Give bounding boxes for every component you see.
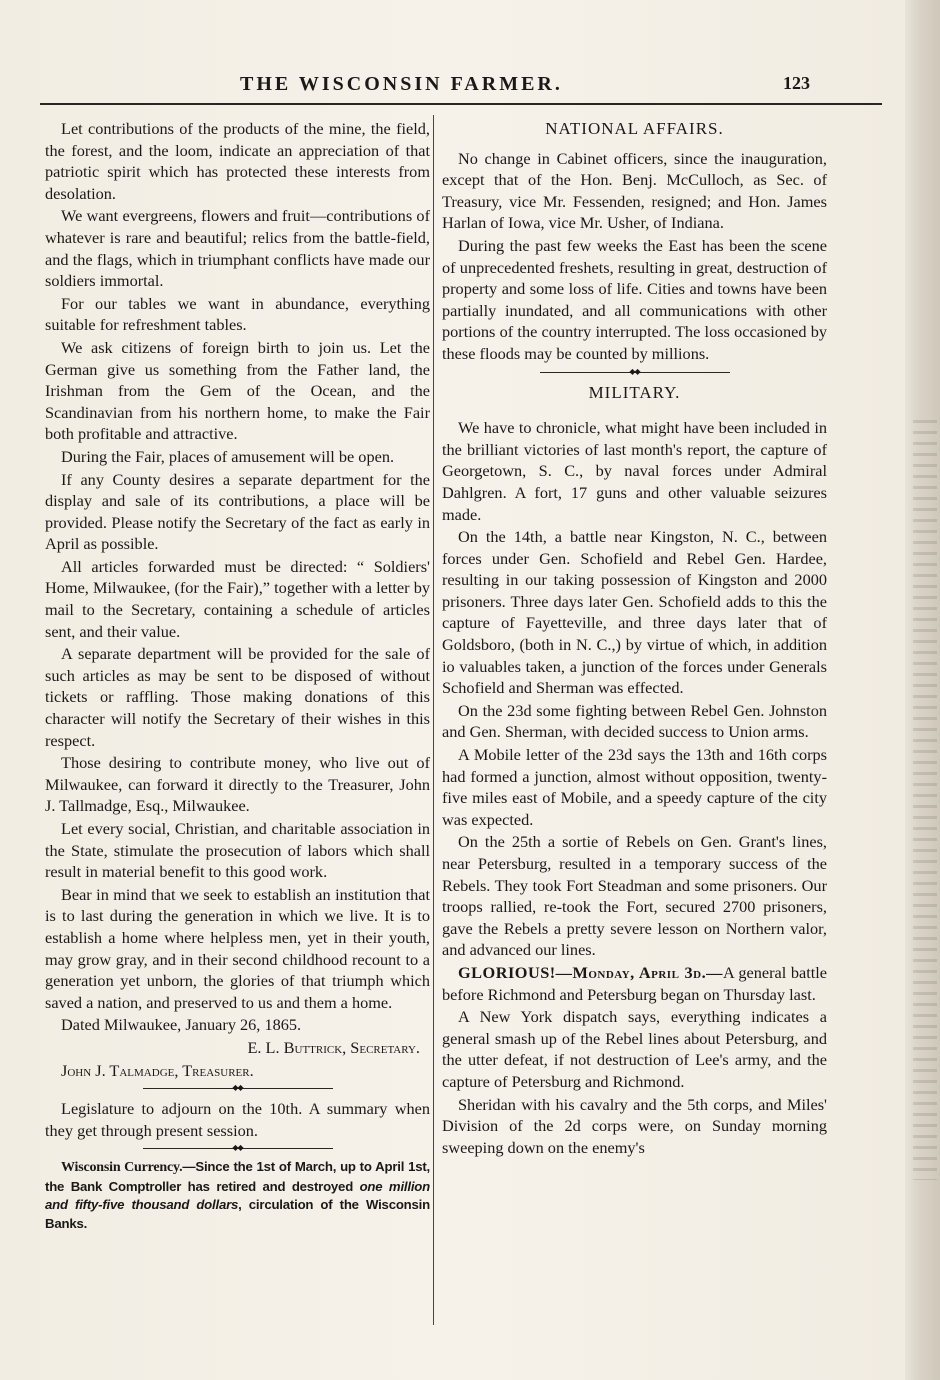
right-column [442, 118, 827, 1159]
paragraph: We ask citizens of foreign birth to join us. Let the German give us something from the Father land, the Irishman from the Gem of the Ocean, and the Scandinavian from his northern home, to make the Fair both profitable and attractive. [45, 337, 430, 444]
paragraph: We want evergreens, flowers and fruit—contributions of whatever is rare and beautiful; relics from the battle-field, and the flags, which in triumphant conflicts have made our soldiers immortal. [45, 206, 430, 291]
dated-line: Dated Milwaukee, January 26, 1865. [61, 1015, 302, 1035]
running-head: THE WISCONSIN FARMER. [240, 73, 563, 95]
paragraph: Let every social, Christian, and charitable association in the State, stimulate the prosecution of labors which shall result in material benefit to this good work. [45, 819, 430, 882]
currency-lead: Wisconsin Currency. [61, 1160, 183, 1176]
paragraph: Bear in mind that we seek to establish an institution that is to last during the generation in which we live. It is to establish a home where helpless men, yet in their youth, may grow gray, and in their second childhood recount to a generation yet unborn, the glories of that triumph which saved a nation, and preserved to us and them a home. [45, 884, 430, 1012]
paragraph: On the 23d some fighting between Rebel Gen. Johnston and Gen. Sherman, with decided success to Union arms. [442, 700, 827, 742]
currency-emphasis: one million and fifty-five thousand dollars [45, 1178, 431, 1213]
left-column [45, 118, 430, 1234]
currency-text: —Since the 1st of March, up to April 1st, the Bank Comptroller has retired and destroyed [45, 1159, 431, 1194]
section-divider: ◆◆ [143, 1088, 333, 1089]
glorious-text: A general battle before Richmond and Petersburg began on Thursday last. [442, 962, 827, 1004]
paragraph: On the 25th a sortie of Rebels on Gen. Grant's lines, near Petersburg, resulted in a temporary success of the Rebels. They took Fort Steadman and some prisoners. Our troops rallied, re-took the Fort, secured 2700 prisoners, gave the Rebels a pretty severe lesson on Northern valor, and advanced our lines. [442, 832, 827, 960]
paragraph: Let contributions of the products of the mine, the field, the forest, and the loom, indicate an appreciation of that patriotic spirit which has protected these interests from desolation. [45, 119, 430, 203]
header-rule [40, 103, 882, 105]
military-heading: MILITARY. [588, 382, 681, 402]
glorious-lead: GLORIOUS!—Monday, April 3d.— [458, 962, 723, 982]
secretary-signature: E. L. Buttrick, Secretary. [247, 1037, 420, 1057]
treasurer-signature: John J. Talmadge, Treasurer. [61, 1060, 254, 1080]
paragraph: During the Fair, places of amusement will be open. [61, 446, 395, 466]
edge-marks [913, 420, 937, 1180]
adjacent-page-edge [905, 0, 940, 1380]
bleed-through-text [480, 0, 880, 30]
paragraph: Those desiring to contribute money, who live out of Milwaukee, can forward it directly to the Treasurer, John J. Tallmadge, Esq., Milwaukee. [45, 753, 430, 816]
paragraph: During the past few weeks the East has been the scene of unprecedented freshets, resulting in great, destruction of property and some loss of life. Cities and towns have been partially inundated, and all communications with other portions of the country interrupted. The loss occasioned by these floods may be counted by millions. [442, 235, 827, 363]
paragraph: All articles forwarded must be directed: “ Soldiers' Home, Milwaukee, (for the Fair),” together with a letter by mail to the Secretary, containing a schedule of articles sent, and their value. [45, 556, 430, 641]
section-divider: ◆◆ [540, 372, 730, 373]
currency-text-end: , circulation of the Wisconsin Banks. [45, 1197, 430, 1231]
section-divider: ◆◆ [143, 1148, 333, 1149]
legislature-note: Legislature to adjourn on the 10th. A summary when they get through present session. [45, 1099, 430, 1140]
national-affairs-heading: NATIONAL AFFAIRS. [545, 119, 724, 138]
glorious-paragraph [442, 962, 827, 1005]
paragraph: For our tables we want in abundance, everything suitable for refreshment tables. [45, 293, 430, 335]
paragraph: We have to chronicle, what might have been included in the brilliant victories of last month's report, the capture of Georgetown, S. C., by naval forces under Admiral Dahlgren. A fort, 17 guns and other valuable seizures made. [442, 418, 827, 524]
paragraph: A Mobile letter of the 23d says the 13th and 16th corps had formed a junction, almost without opposition, twenty-five miles east of Mobile, and a speedy capture of the city was expected. [442, 745, 827, 829]
paragraph: Sheridan with his cavalry and the 5th corps, and Miles' Division of the 2d corps were, on Sunday morning sweeping down on the enemy's [442, 1094, 827, 1157]
paragraph: On the 14th, a battle near Kingston, N. C., between forces under Gen. Schofield and Rebel Gen. Hardee, resulting in our taking possession of Kingston and 2000 prisoners. Three days later Gen. Schofield adds to this the capture of Fayetteville, and three days later that of Goldsboro, (both in N. C.,) by virtue of which, in addition io valuables taken, a junction of the forces under Generals Schofield and Sherman was effected. [442, 527, 827, 698]
currency-note [45, 1158, 430, 1233]
paragraph: A separate department will be provided for the sale of such articles as may be sent to be disposed of without tickets or raffling. Those making donations of this character will notify the Secretary of their wishes in this respect. [45, 644, 430, 750]
paragraph: No change in Cabinet officers, since the inauguration, except that of the Hon. Benj. McCulloch, as Sec. of Treasury, vice Mr. Fessenden, resigned; and Hon. James Harlan of Iowa, vice Mr. Usher, of Indiana. [442, 148, 827, 233]
column-divider [433, 115, 434, 1325]
paragraph: A New York dispatch says, everything indicates a general smash up of the Rebel lines about Petersburg, and the utter defeat, if not destruction of Lee's army, and the capture of Petersburg and Richmond. [442, 1007, 827, 1091]
page-number: 123 [783, 73, 810, 93]
paragraph: If any County desires a separate department for the display and sale of its contributions, a place will be provided. Please notify the Secretary of the fact as early in April as possible. [45, 469, 430, 554]
